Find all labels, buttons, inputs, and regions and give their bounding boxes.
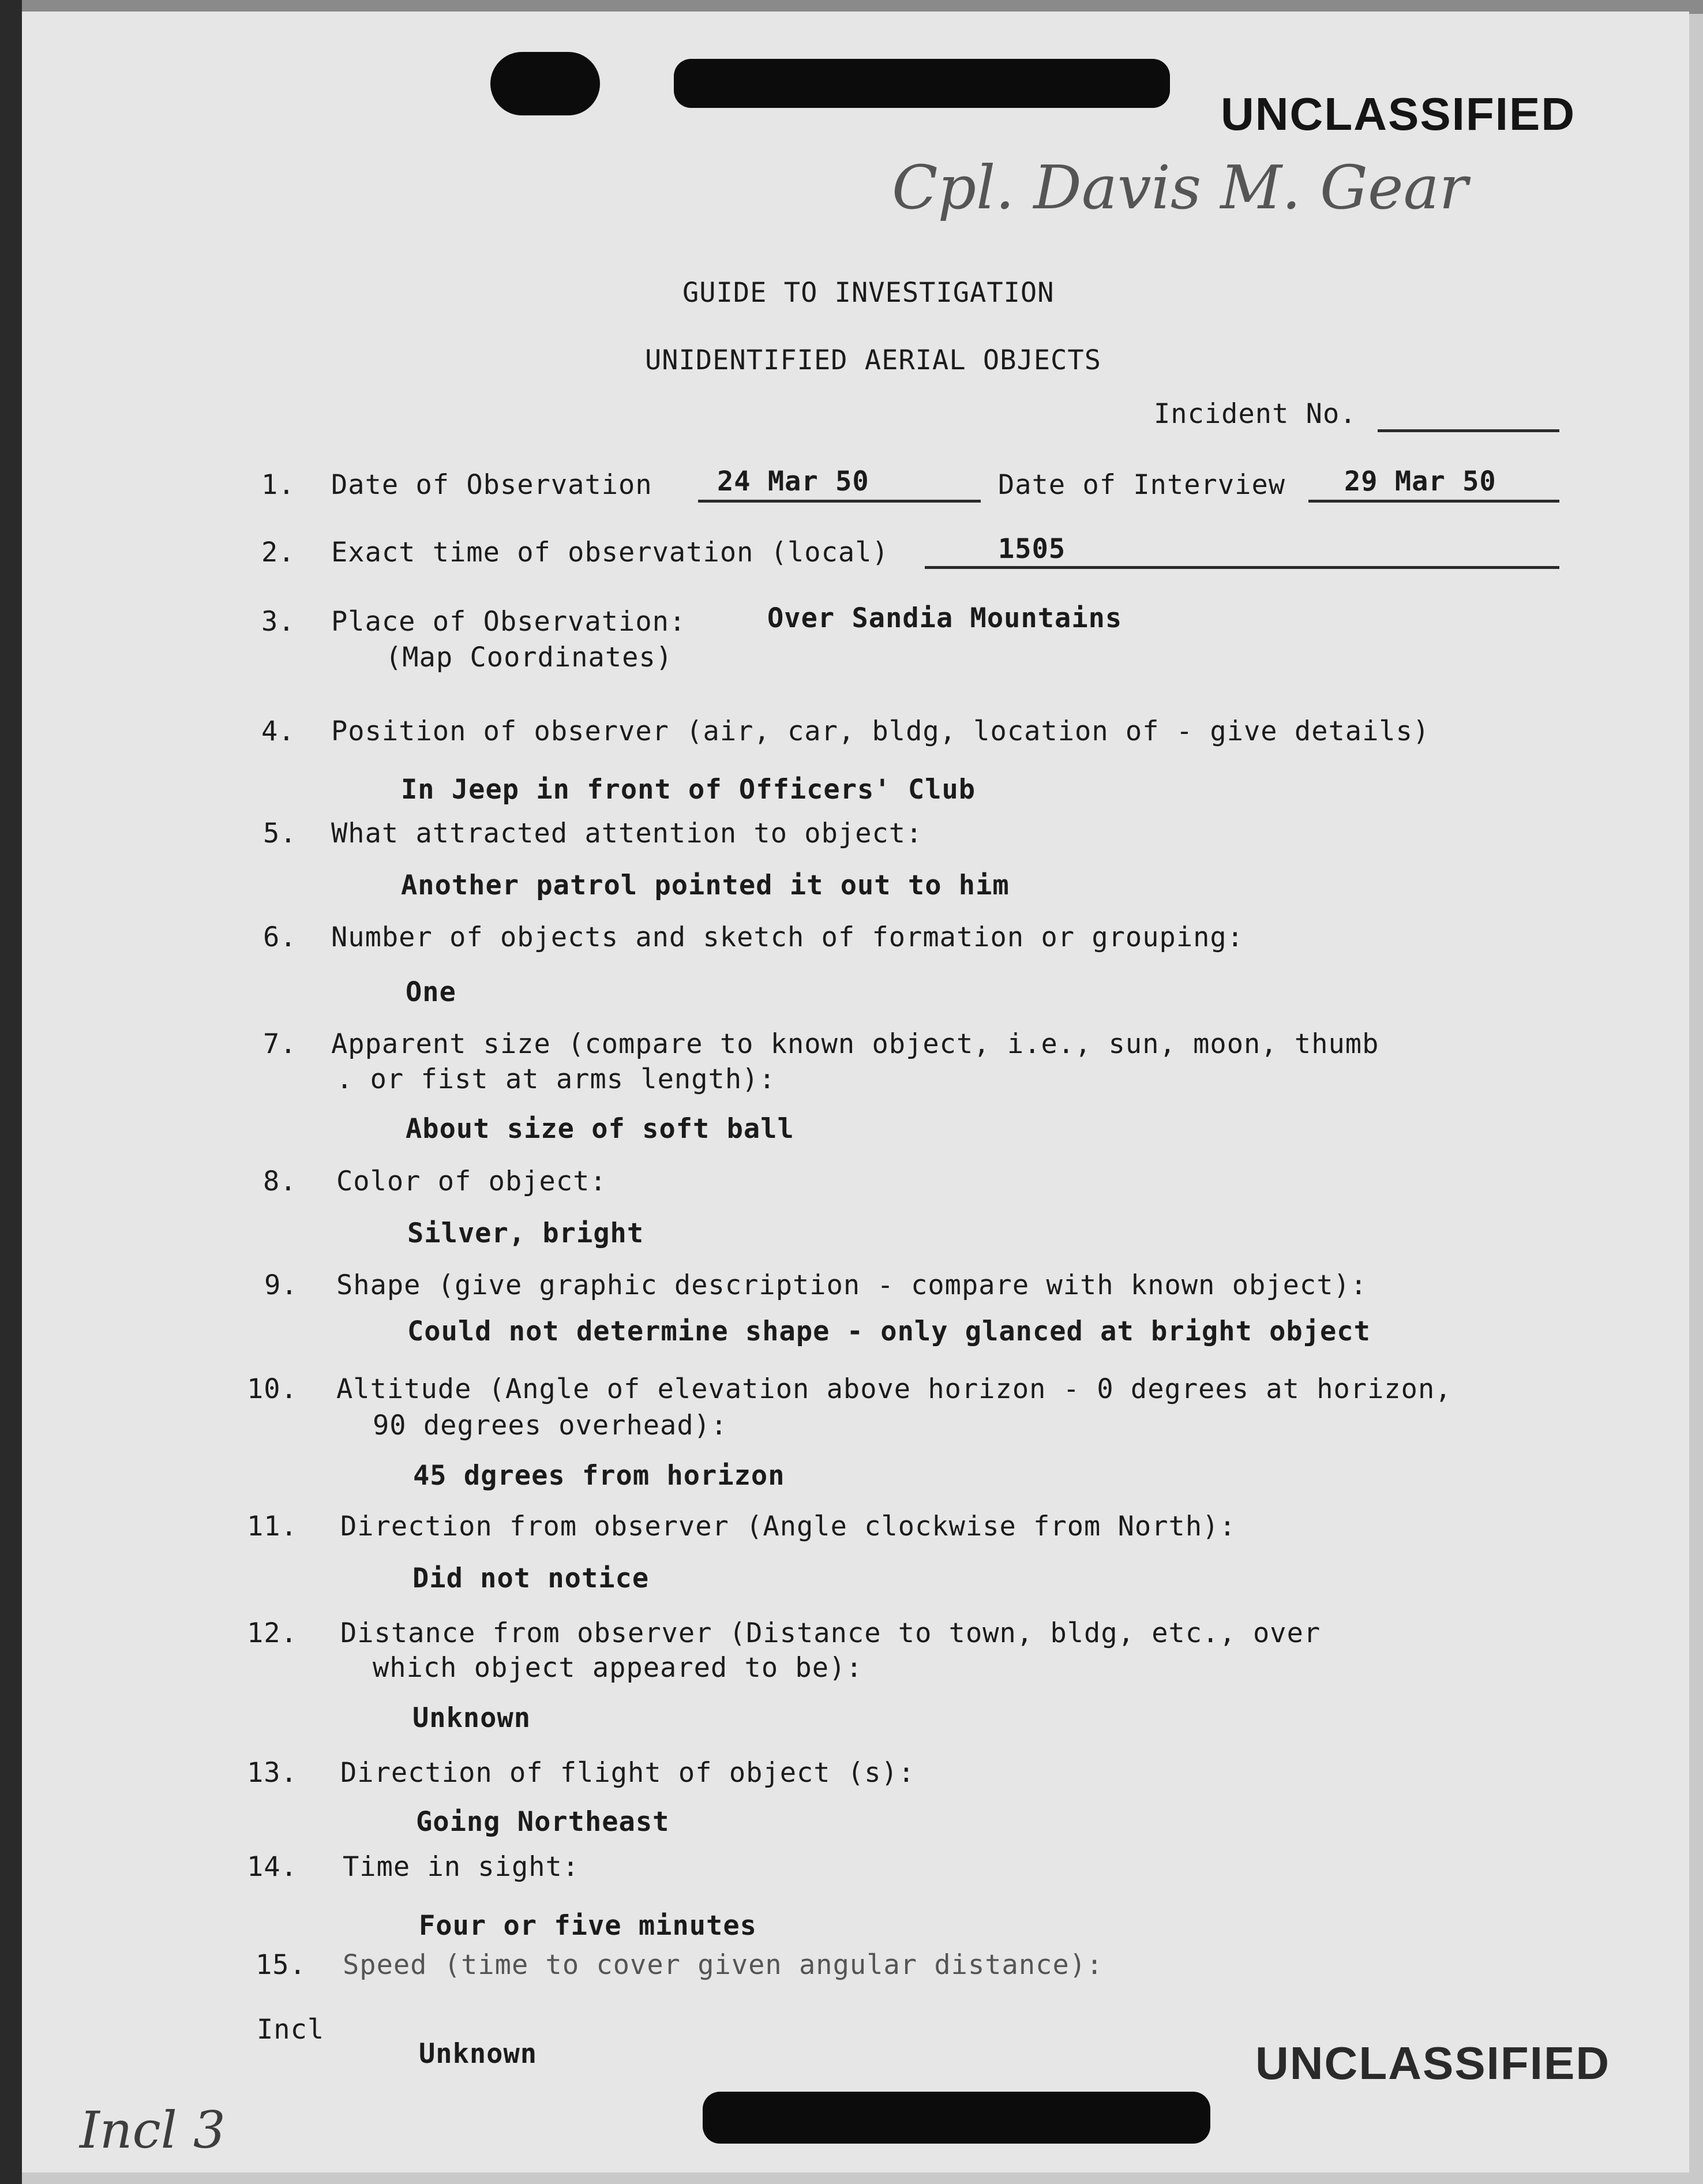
- classification-stamp-top: UNCLASSIFIED: [1221, 88, 1576, 140]
- item-number: 8.: [263, 1166, 297, 1197]
- item-label-line2: . or fist at arms length):: [336, 1063, 776, 1095]
- item-label-line2: 90 degrees overhead):: [373, 1410, 728, 1441]
- item-label: Direction of flight of object (s):: [340, 1757, 916, 1789]
- item-number: 11.: [247, 1511, 298, 1542]
- item-value: Silver, bright: [407, 1218, 644, 1249]
- item-number: 5.: [263, 818, 297, 849]
- item-value: Did not notice: [412, 1563, 650, 1594]
- item-label: What attracted attention to object:: [331, 818, 923, 849]
- redaction-blot-top: [490, 52, 600, 115]
- item-value: About size of soft ball: [406, 1113, 794, 1145]
- item-label: Color of object:: [336, 1166, 607, 1197]
- item-label: Position of observer (air, car, bldg, location of - give details): [331, 715, 1430, 747]
- item-number: 1.: [261, 469, 295, 501]
- form-title: GUIDE TO INVESTIGATION: [682, 277, 1055, 309]
- item-number: 4.: [261, 715, 295, 747]
- item-value: 45 dgrees from horizon: [413, 1460, 785, 1492]
- item-label: Place of Observation:: [331, 606, 687, 638]
- item-value: Another patrol pointed it out to him: [401, 870, 1010, 901]
- item-label: Date of Observation: [331, 469, 652, 501]
- item-label: Altitude (Angle of elevation above horizon - 0 degrees at horizon,: [336, 1373, 1452, 1405]
- item-number: 7.: [263, 1028, 297, 1060]
- form-subtitle: UNIDENTIFIED AERIAL OBJECTS: [645, 344, 1102, 376]
- item-value: One: [406, 976, 456, 1008]
- item-number: 14.: [247, 1851, 298, 1883]
- item-label-line2: (Map Coordinates): [385, 642, 673, 673]
- value-underline: [1308, 500, 1559, 503]
- item-value: Going Northeast: [416, 1806, 670, 1838]
- item-value: Unknown: [412, 1702, 531, 1734]
- item-label: Direction from observer (Angle clockwise from North):: [340, 1511, 1236, 1542]
- incident-label: Incident No.: [1154, 398, 1357, 430]
- incident-underline: [1378, 429, 1559, 432]
- item-value: 24 Mar 50: [717, 466, 869, 497]
- item-label-secondary: Date of Interview: [998, 469, 1286, 501]
- item-value: Over Sandia Mountains: [767, 602, 1123, 634]
- item-number: 12.: [247, 1617, 298, 1649]
- redacted-bottom-mark: RESTRICTED: [720, 2093, 986, 2140]
- handwritten-name: Cpl. Davis M. Gear: [892, 152, 1468, 223]
- item-label: Time in sight:: [343, 1851, 580, 1883]
- item-value: 1505: [998, 533, 1066, 565]
- item-value: Four or five minutes: [419, 1910, 757, 1942]
- item-value-secondary: 29 Mar 50: [1344, 466, 1496, 497]
- item-label: Apparent size (compare to known object, i.e., sun, moon, thumb: [331, 1028, 1379, 1060]
- handwritten-incl: Incl 3: [80, 2100, 226, 2160]
- value-underline: [698, 500, 981, 503]
- scan-left-edge: [0, 0, 22, 2184]
- redaction-bar-bottom: [703, 2092, 1210, 2144]
- item-label-line2: which object appeared to be):: [373, 1652, 863, 1684]
- item-label: Shape (give graphic description - compare with known object):: [336, 1269, 1368, 1301]
- value-underline: [925, 566, 1559, 569]
- item-number: 15.: [256, 1949, 306, 1981]
- item-number: 9.: [264, 1269, 298, 1301]
- item-value: In Jeep in front of Officers' Club: [401, 774, 976, 806]
- item-number: 2.: [261, 537, 295, 568]
- item-value: Could not determine shape - only glanced at bright object: [407, 1316, 1371, 1347]
- item-label: Speed (time to cover given angular distance):: [343, 1949, 1104, 1981]
- item-label: Distance from observer (Distance to town, bldg, etc., over: [340, 1617, 1321, 1649]
- item-number: 3.: [261, 606, 295, 638]
- redaction-bar-top: [674, 59, 1170, 108]
- redacted-top-mark: CONFIDENTIAL: [697, 59, 998, 104]
- classification-stamp-bottom: UNCLASSIFIED: [1255, 2037, 1611, 2089]
- item-value: Unknown: [419, 2038, 538, 2070]
- item-label: Exact time of observation (local): [331, 537, 889, 568]
- item-number: 10.: [247, 1373, 298, 1405]
- item-label: Number of objects and sketch of formation or grouping:: [331, 921, 1244, 953]
- document-page: [22, 12, 1689, 2172]
- item-number: 6.: [263, 921, 297, 953]
- incl-label: Incl: [257, 2014, 325, 2046]
- item-number: 13.: [247, 1757, 298, 1789]
